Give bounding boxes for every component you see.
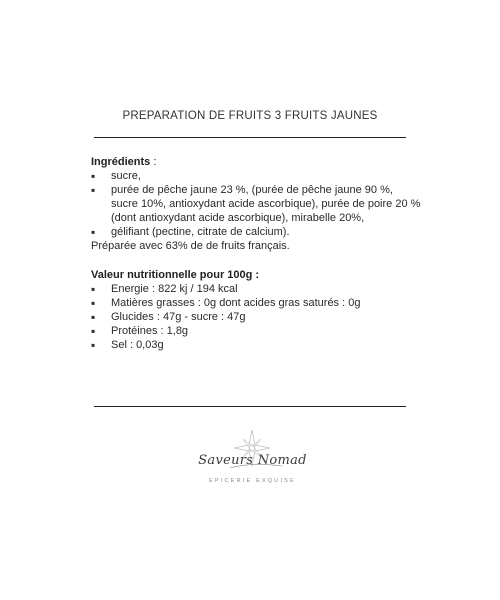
nutrition-item: ▪ Matières grasses : 0g dont acides gras saturés : 0g xyxy=(91,296,421,310)
top-divider xyxy=(94,137,406,138)
brand-name: Saveurs Nomad xyxy=(198,453,307,468)
nutrition-item: ▪ Protéines : 1,8g xyxy=(91,324,421,338)
brand-logo xyxy=(190,426,315,496)
nutrition-heading: Valeur nutritionnelle pour 100g : xyxy=(91,269,260,281)
nutrition-item: ▪ Glucides : 47g - sucre : 47g xyxy=(91,310,421,324)
bottom-divider xyxy=(94,406,406,407)
ingredients-list xyxy=(91,169,421,239)
nutrition-list xyxy=(91,282,421,352)
ingredient-item: ▪ gélifiant (pectine, citrate de calcium). xyxy=(91,225,421,239)
ingredients-heading: Ingrédients : xyxy=(91,156,157,168)
product-title: PREPARATION DE FRUITS 3 FRUITS JAUNES xyxy=(122,110,378,122)
nutrition-item: ▪ Energie : 822 kj / 194 kcal xyxy=(91,282,421,296)
nutrition-item: ▪ Sel : 0,03g xyxy=(91,338,421,352)
nutrition-section xyxy=(91,268,421,352)
brand-tagline: EPICERIE EXQUISE xyxy=(209,478,296,484)
ingredient-item: ▪ purée de pêche jaune 23 %, (purée de pêche jaune 90 %, sucre 10%, antioxydant acide ascorbique), purée de poire 20 % (dont antioxydant acide ascorbique), mirabelle 20%, xyxy=(91,183,421,225)
ingredient-item: ▪ sucre, xyxy=(91,169,421,183)
origin-note: Préparée avec 63% de de fruits français. xyxy=(91,240,290,252)
ingredients-section xyxy=(91,155,421,253)
compass-star-icon xyxy=(190,426,315,476)
